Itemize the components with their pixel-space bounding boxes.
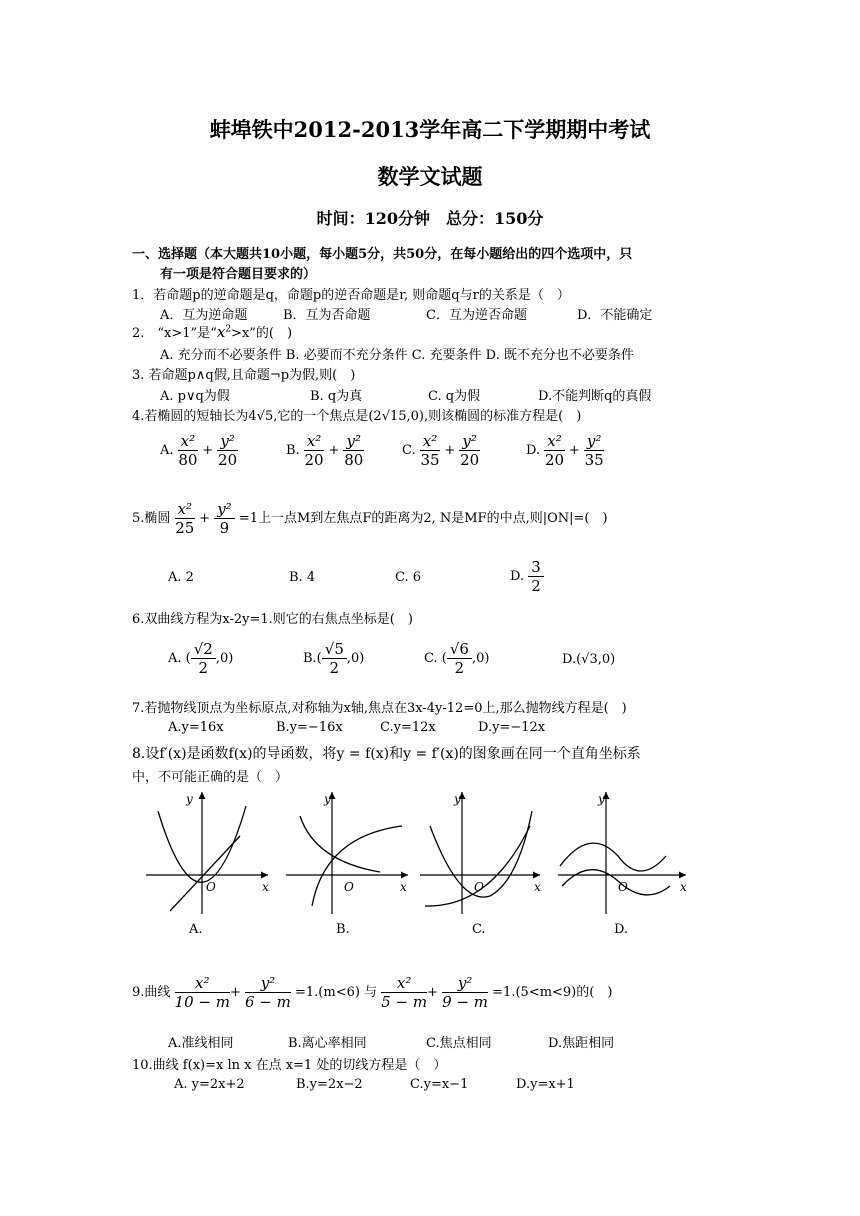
graph-d-x-label: x xyxy=(680,880,687,894)
q4-option-c: C. $\frac{\text{x²}}{35}$ + $\frac{\text{y²}}{20}$ xyxy=(402,432,480,469)
q4-option-a: A. $\frac{\text{x²}}{80}$ + $\frac{\text{y²}}{20}$ xyxy=(160,432,238,469)
graph-c-origin: O xyxy=(474,880,484,894)
question-3-stem: 3. 若命题p∧q假,且命题¬p为假,则( ) xyxy=(132,368,356,383)
q5-option-c: C. 6 xyxy=(395,570,422,585)
q9-option-b: B.离心率相同 xyxy=(288,1036,367,1051)
question-10-stem: 10.曲线 f(x)=x ln x 在点 x=1 处的切线方程是（ ） xyxy=(132,1058,447,1073)
graph-b-origin: O xyxy=(344,880,354,894)
graph-b-y-label: y xyxy=(324,792,331,806)
q9-option-a: A.准线相同 xyxy=(168,1036,234,1051)
graph-c xyxy=(420,792,540,914)
q7-option-a: A.y=16x xyxy=(168,720,224,735)
section-heading: 一、选择题（本大题共10小题，每小题5分，共50分，在每小题给出的四个选项中，只 xyxy=(132,247,633,262)
question-1-stem: 1．若命题p的逆命题是q，命题p的逆否命题是r, 则命题q与r的关系是（ ） xyxy=(132,288,570,303)
q1-option-a: A．互为逆命题 xyxy=(160,308,248,323)
q5-option-a: A. 2 xyxy=(168,570,194,585)
graph-c-label: C. xyxy=(472,922,486,937)
q10-option-b: B.y=2x−2 xyxy=(296,1077,363,1092)
graph-a-label: A. xyxy=(189,922,203,937)
q7-option-b: B.y=−16x xyxy=(276,720,343,735)
graph-a-origin: O xyxy=(206,880,216,894)
q10-option-d: D.y=x+1 xyxy=(516,1077,575,1092)
graph-a xyxy=(146,792,268,914)
question-9-stem: 9.曲线 $\frac{\text{x²}}{10 - m}$ + $\frac{\text{y²}}{6 - m}$ =1.(m<6) 与 $\frac{\text{x²}}{5 - m}$ + $\frac{\text{y²}}{9 - m}$ =1.(5<m<9)的( ) xyxy=(132,974,613,1011)
question-7-stem: 7.若抛物线顶点为坐标原点,对称轴为x轴,焦点在3x-4y-12=0上,那么抛物线方程是( ) xyxy=(132,701,627,716)
q4-option-d: D. $\frac{\text{x²}}{20}$ + $\frac{\text{y²}}{35}$ xyxy=(526,432,604,469)
question-8-stem: 8.设f′(x)是函数f(x)的导函数，将y = f(x)和y = f′(x)的图象画在同一个直角坐标系 xyxy=(132,746,641,762)
graph-b xyxy=(286,792,408,914)
question-8-stem-cont: 中，不可能正确的是（ ） xyxy=(132,770,289,785)
section-heading-cont: 有一项是符合题目要求的） xyxy=(160,267,317,282)
q5-option-b: B. 4 xyxy=(289,570,316,585)
graph-b-x-label: x xyxy=(400,880,407,894)
q10-option-c: C.y=x−1 xyxy=(410,1077,469,1092)
q6-option-d: D.(√3,0) xyxy=(562,652,616,667)
q4-option-b: B. $\frac{\text{x²}}{20}$ + $\frac{\text{y²}}{80}$ xyxy=(286,432,364,469)
graph-d xyxy=(558,792,686,914)
q5-option-d: D. $\frac{3}{2}$ xyxy=(510,558,544,595)
q9-option-c: C.焦点相同 xyxy=(426,1036,492,1051)
q7-option-d: D.y=−12x xyxy=(478,720,546,735)
q1-option-c: C．互为逆否命题 xyxy=(426,308,527,323)
q1-option-b: B．互为否命题 xyxy=(283,308,371,323)
graph-c-y-label: y xyxy=(454,792,461,806)
q3-option-d: D.不能判断q的真假 xyxy=(538,389,652,404)
question-6-stem: 6.双曲线方程为x-2y=1.则它的右焦点坐标是( ) xyxy=(132,612,413,627)
q3-option-b: B. q为真 xyxy=(310,389,363,404)
question-4-stem: 4.若椭圆的短轴长为4√5,它的一个焦点是(2√15,0),则该椭圆的标准方程是( ) xyxy=(132,409,582,424)
page-subtitle: 数学文试题 xyxy=(377,164,483,189)
graph-b-label: B. xyxy=(336,922,350,937)
q3-option-a: A. p∨q为假 xyxy=(160,389,230,404)
graph-d-label: D. xyxy=(614,922,629,937)
exam-meta: 时间：120分钟 总分：150分 xyxy=(316,209,544,228)
graph-d-y-label: y xyxy=(598,792,605,806)
q9-option-d: D.焦距相同 xyxy=(548,1036,615,1051)
question-5-stem: 5.椭圆 $\frac{\text{x²}}{25}$ + $\frac{\text{y²}}{9}$ =1上一点M到左焦点F的距离为2, N是MF的中点,则|ON|=( ) xyxy=(132,500,608,537)
q6-option-a: A. ( $\frac{√2}{2}$ ,0) xyxy=(168,640,234,677)
q3-option-c: C. q为假 xyxy=(428,389,481,404)
graph-a-x-label: x xyxy=(262,880,269,894)
q6-option-c: C. ( $\frac{√6}{2}$ ,0) xyxy=(424,640,490,677)
q1-option-d: D．不能确定 xyxy=(577,308,653,323)
q10-option-a: A. y=2x+2 xyxy=(174,1077,245,1092)
graph-a-y-label: y xyxy=(186,792,193,806)
q2-options: A. 充分而不必要条件 B. 必要而不充分条件 C. 充要条件 D. 既不充分也不必要条件 xyxy=(160,348,634,363)
question-2-stem: 2. “x>1”是“$x^2>x$”的( ) xyxy=(132,323,293,341)
graph-d-origin: O xyxy=(618,880,628,894)
page-title: 蚌埠铁中2012-2013学年高二下学期期中考试 xyxy=(209,117,651,142)
q6-option-b: B.( $\frac{√5}{2}$ ,0) xyxy=(303,640,365,677)
graph-c-x-label: x xyxy=(534,880,541,894)
q7-option-c: C.y=12x xyxy=(380,720,436,735)
